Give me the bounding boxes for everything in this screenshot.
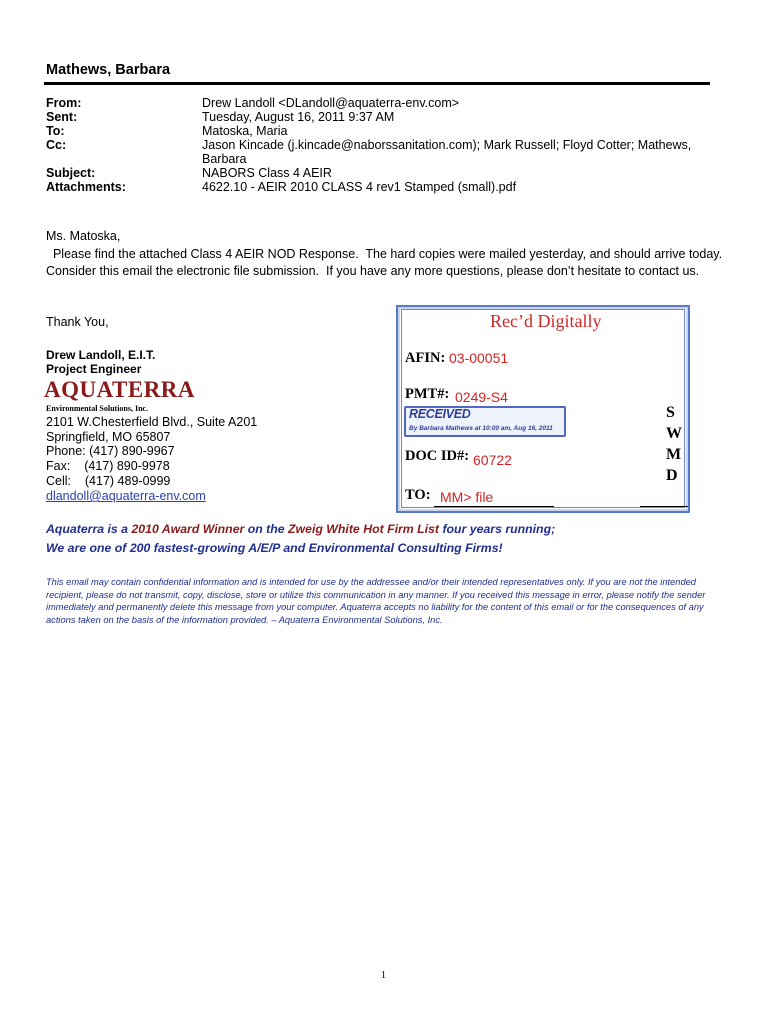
doc-id-label: DOC ID#: [405, 448, 470, 464]
cc-value-line1: Jason Kincade (j.kincade@naborssanitation.com); Mark Russell; Floyd Cotter; Mathews, [202, 138, 692, 152]
email-body [46, 228, 733, 281]
swmd-letter: D [666, 467, 678, 484]
signature-title: Project Engineer [46, 362, 142, 376]
signature-email-link[interactable]: dlandoll@aquaterra-env.com [46, 489, 206, 503]
received-badge-detail: By Barbara Mathews at 10:00 am, Aug 16, 2011 [409, 425, 553, 432]
afin-value: 03-00051 [449, 350, 509, 366]
attachment-link[interactable]: 4622.10 - AEIR 2010 CLASS 4 rev1 Stamped (small).pdf [202, 180, 517, 194]
afin-label: AFIN: [405, 350, 446, 366]
address-line-2: Springfield, MO 65807 [46, 430, 171, 444]
growth-line: We are one of 200 fastest-growing A/E/P and Environmental Consulting Firms! [46, 541, 503, 555]
pmt-value: 0249-S4 [455, 389, 508, 405]
company-subtitle: Environmental Solutions, Inc. [46, 404, 149, 413]
swmd-letter: S [666, 404, 675, 421]
company-logo: AQUATERRA [44, 377, 196, 402]
sent-label: Sent: [46, 110, 78, 124]
to-label: To: [46, 124, 65, 138]
swmd-letter: W [666, 425, 682, 442]
subject-label: Subject: [46, 166, 96, 180]
pmt-label: PMT#: [405, 386, 450, 402]
doc-id-value: 60722 [473, 452, 512, 468]
award-highlight: 2010 Award Winner [131, 522, 245, 536]
award-text: four years running; [439, 522, 556, 536]
attachments-label: Attachments: [46, 180, 126, 194]
to-route-underline-end [640, 506, 688, 507]
phone-number: Phone: (417) 890-9967 [46, 444, 175, 458]
award-text: Aquaterra is a [46, 522, 132, 536]
received-badge-title: RECEIVED [409, 407, 471, 421]
award-line [46, 522, 555, 536]
fax-number: Fax: (417) 890-9978 [46, 459, 170, 473]
to-value: Matoska, Maria [202, 124, 288, 138]
subject-value: NABORS Class 4 AEIR [202, 166, 332, 180]
closing: Thank You, [46, 315, 109, 329]
stamp-title: Rec’d Digitally [490, 311, 602, 331]
to-route-value: MM> file [440, 489, 494, 505]
to-route-label: TO: [405, 487, 431, 503]
body-paragraph: Please find the attached Class 4 AEIR NOD Response. The hard copies were mailed yesterday, and should arrive today. Consider this email the electronic file submission. If you have any more questions, please don’t hesitate to contact us. [46, 246, 733, 278]
greeting: Ms. Matoska, [46, 229, 121, 243]
address-line-1: 2101 W.Chesterfield Blvd., Suite A201 [46, 415, 258, 429]
confidentiality-disclaimer: This email may contain confidential information and is intended for use by the addressee and/or their intended representatives only. If you are not the intended recipient, please do not transmit, copy, disclose, store or utilize this communication in any manner. If you received this message in error, please notify the sender immediately and permanently delete this message from your computer. Aquaterra accepts no liability for the content of this email or for the consequences of any actions taken on the basis of the information provided. – Aquaterra Environmental Solutions, Inc. [46, 577, 706, 625]
swmd-letter: M [666, 446, 682, 463]
award-highlight: Zweig White Hot Firm List [288, 522, 440, 536]
to-route-underline [434, 506, 554, 507]
mailbox-owner: Mathews, Barbara [46, 62, 171, 78]
from-value: Drew Landoll <DLandoll@aquaterra-env.com> [202, 96, 460, 110]
signature-name: Drew Landoll, E.I.T. [46, 348, 156, 362]
from-label: From: [46, 96, 82, 110]
header-divider [44, 82, 710, 85]
page-number: 1 [381, 970, 386, 981]
award-text: on the [244, 522, 289, 536]
sent-value: Tuesday, August 16, 2011 9:37 AM [202, 110, 395, 124]
cell-number: Cell: (417) 489-0999 [46, 474, 171, 488]
cc-value-line2: Barbara [202, 152, 247, 166]
cc-label: Cc: [46, 138, 67, 152]
